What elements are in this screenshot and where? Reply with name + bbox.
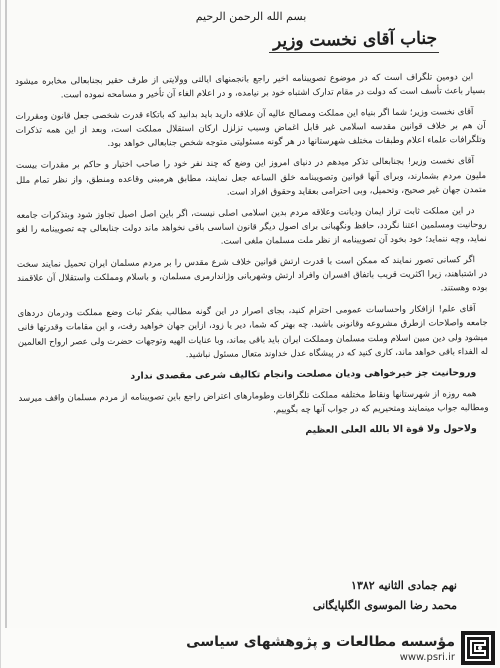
- emphasis-line: وروحانیت جز خیرخواهی ودیان مصلحت وانجام تکالیف شرعی مقصدی ندارد: [130, 366, 477, 382]
- paragraph: این دومین تلگراف است که در موضوع تصویبنامه اخیر راجع بانجمنهای ایالتی وولایتی از طرف حقیر بجنابعالی مخابره میشود بسیار باعث تأسف است که دولت در مقام تدارک اشتباه خود بر نیامده، و در اعلام الغاء آن تأخیر و مسامحه نموده است.: [15, 72, 486, 101]
- closing-formula: ولاحول ولا قوة الا بالله العلی العظیم: [305, 423, 477, 436]
- heading-underline: [269, 52, 439, 53]
- institute-name: مؤسسه مطالعات و پژوهشهای سیاسی: [186, 633, 455, 650]
- bismillah: بسم الله الرحمن الرحیم: [195, 10, 307, 23]
- footer-watermark: [1, 628, 500, 668]
- signature-block: [313, 576, 457, 616]
- letter-scan: [5, 0, 497, 628]
- signatory-name: محمد رضا الموسوی الگلپایگانی: [312, 599, 457, 612]
- footer-text: [186, 634, 455, 663]
- letter-heading: جناب آقای نخست وزیر: [272, 28, 438, 52]
- scan-edge: [5, 0, 7, 628]
- paragraph: در این مملکت ثابت تراز ایمان ودیانت وعلاقه مردم بدین اسلامی اصلی نیست، اگر باین اصل اصیل تجاوز شود وبتذکرات جامعه روحانیت ومسلمین اعتنا نگردد، حافظ ونگهبانی برای اصول دیگر قانون اساسی باقی نخواهد ماند دولت جنابعالی چه تصویبنامه را لغو نماید، وچه ننماید؛ خود بخود آن تصویبنامه از نظر ملت مسلمان ملغی است.: [16, 205, 487, 247]
- letter-body: [15, 70, 489, 448]
- institute-logo-icon: [461, 631, 495, 665]
- closing-paragraph: همه روزه از شهرستانها ونقاط مختلفه مملکت تلگرافات وطومارهای اعتراض راجع باین تصویبنامه از مردم مسلمان واقف میرسد ومطالبه جواب مینمایند ومتحیریم که در جواب آنها چه بگوییم.: [18, 388, 489, 416]
- paragraph: آقای نخست وزیر؛ شما اگر بنیاه این مملکت ومصالح عالیه آن علاقه دارید باید بدانید که باتکاء قدرت شخصی جعل قانون ومقررات آن هم بر خلاف قوانین مقدسه اسلامی غیر قابل اغماض وسبب تزلزل ارکان استقلال مملکت است، وبعد از این همه تذکرات وتلگرافات علماء اعلام وطبقات مختلف شهرستانها در هر گونه مسئولیتی متوجه شخص جنابعالی خواهد بود.: [15, 107, 486, 150]
- logo-glyph-icon: [465, 635, 491, 661]
- letter-date: نهم جمادی الثانیه ۱۳۸۲: [351, 579, 457, 592]
- paragraph: آقای علم! ازافکار واحساسات عمومی احترام کنید، بجای اصرار در این گونه مطالب بفکر ثبات وضع مملکت ودرمان دردهای جامعه واصلاحات ازطرق مشروعه وقانونی باشید. چه بهتر که شما، دیر یا زود، ازاین جهان خواهید رفت، و این مقامات وقدرتها فانی میشود ولی دین مبین اسلام وملت مسلمان ومملکت ایران باید باقی بماند، وبا عنایات الهیه وتوجهات حضرت ولی عصر ارواح العالمین له الفداء باقی خواهد ماند، کاری کنید که در پیشگاه عدل خداوند متعال مسئول نباشید.: [17, 304, 489, 360]
- paragraph: اگر کسانی تصور نمایند که ممکن است با قدرت ارتش قوانین خلاف شرع مقدس را بر مردم مسلمان ایران تحمیل نمایند سخت در اشتباهند، زیرا اکثریت قریب باتفاق افسران وافراد ارتش وشهربانی وژاندارمری مسلمان، و باسلام ومملکت واستقلال آن علاقمند بوده وهستند.: [16, 255, 488, 294]
- institute-url: www.psri.ir: [399, 651, 455, 663]
- paragraph: آقای نخست وزیر! بجنابعالی تذکر میدهم در دنیای امروز این وضع که چند نفر خود را صاحب اختیار و حاکم بر مقدرات بیست مليون مردم بشمارند، وبرای آنها قوانین وتصویبنامه خلق الساعه جعل نمایند، مطابق هرمبنی وقاعده ومنطق، واز نظر تمام ملل متمدن جهان غیر صحیح، وتحمیل، وبی احترامی بعقاید وحقوق افراد است.: [15, 156, 487, 198]
